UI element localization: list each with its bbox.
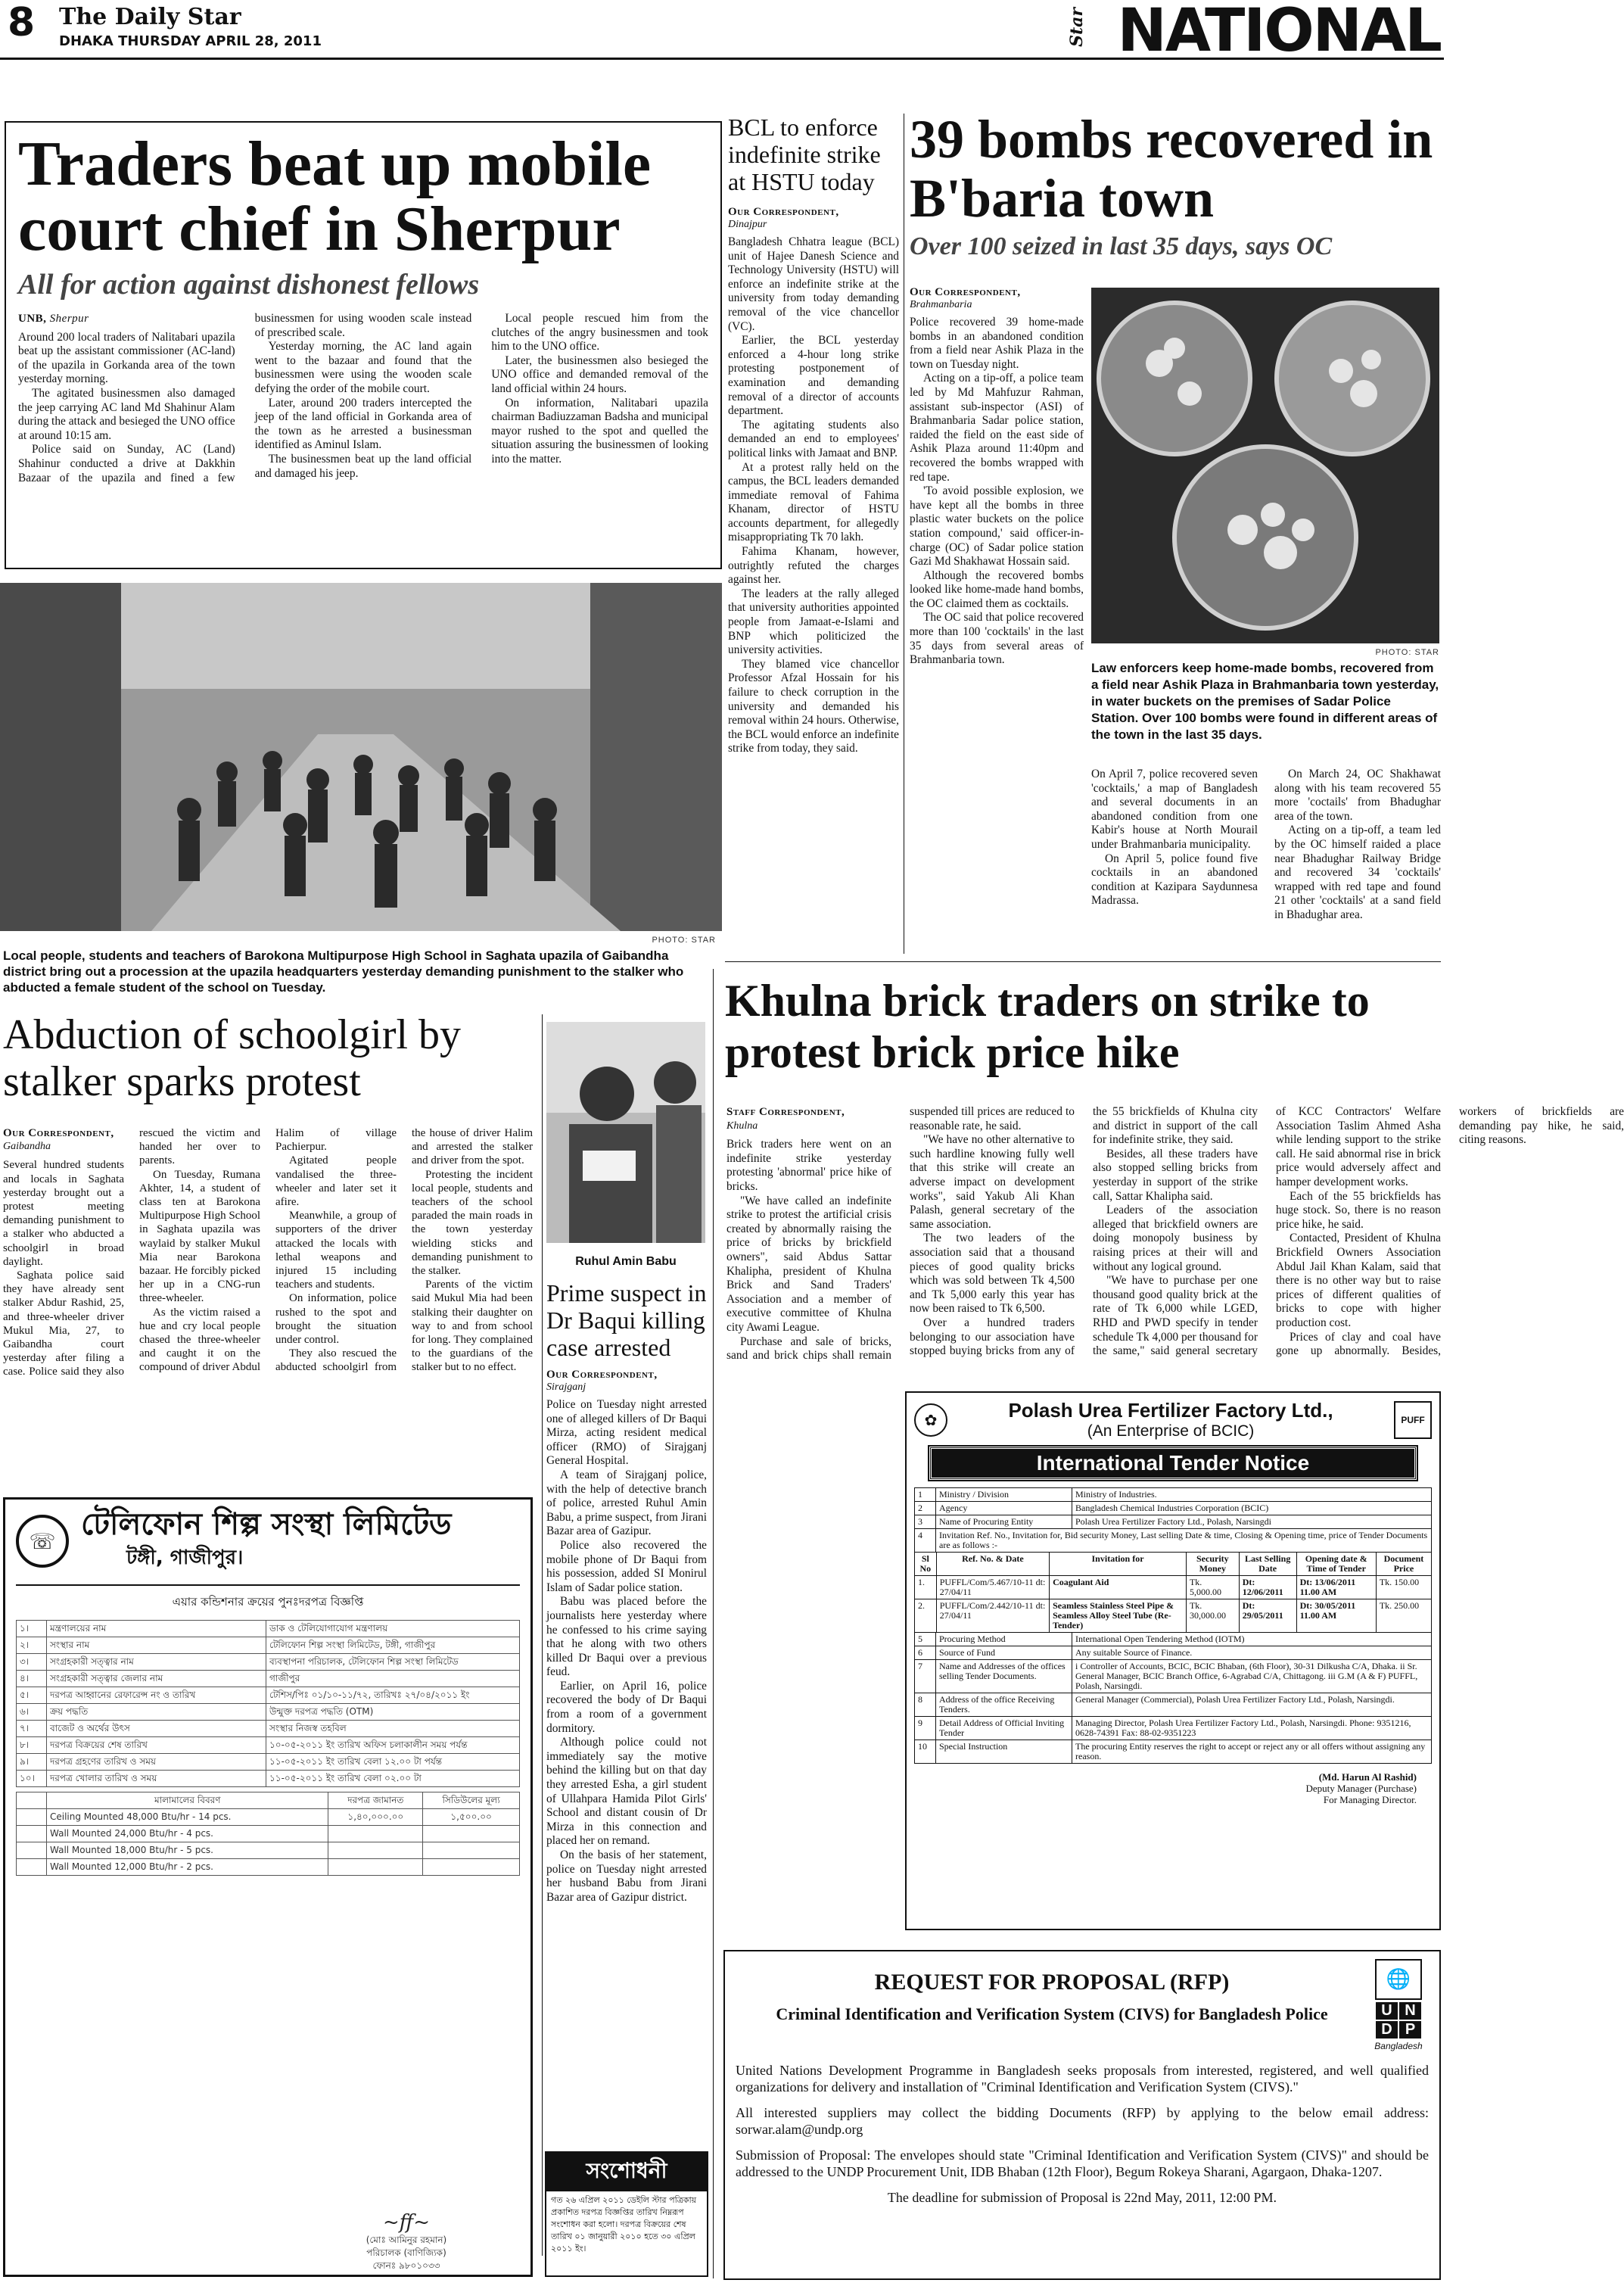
row-label: Source of Fund <box>936 1646 1072 1660</box>
photo-credit: PHOTO: STAR <box>1375 648 1439 657</box>
tender-items-table <box>914 1552 1432 1633</box>
suspect-photo <box>546 1022 705 1243</box>
row-label: Procuring Method <box>936 1633 1072 1646</box>
ad-subtitle: এয়ার কন্ডিশনার ক্রয়ের পুনঃদরপত্র বিজ্ঞপ্তি <box>172 1595 364 1609</box>
section-star-tag: Star <box>1067 8 1087 47</box>
tender-info-row <box>915 1515 1432 1529</box>
column-header: Sl No <box>915 1553 937 1576</box>
row-label: Address of the office Receiving Tenders. <box>936 1693 1072 1717</box>
rfp-paragraph: All interested suppliers may collect the bidding Documents (RFP) by applying to the below email address: sorwar.alam@undp.org <box>736 2105 1429 2137</box>
byline: UNB, <box>18 313 47 325</box>
hstu-story <box>728 114 899 954</box>
bombs-photo <box>1091 288 1439 643</box>
khulna-headline-block <box>725 975 1441 1078</box>
column-header: মালামালের বিবরণ <box>47 1792 328 1809</box>
bombs-deck: Over 100 seized in last 35 days, says OC <box>910 232 1333 260</box>
table-cell: Tk. 30,000.00 <box>1186 1599 1239 1633</box>
tender-info-row <box>915 1502 1432 1515</box>
ad-info-row <box>17 1704 520 1721</box>
row-label: দরপত্র গ্রহণের তারিখ ও সময় <box>47 1754 266 1771</box>
paragraph: Later, the businessmen also besieged the UNO office and demanded removal of the land official within 24 hours. <box>491 354 708 395</box>
byline-location: Sirajganj <box>546 1381 586 1393</box>
tender-info-row <box>915 1529 1432 1553</box>
column-header: Last Selling Date <box>1239 1553 1296 1576</box>
table-cell: Dt: 13/06/2011 11.00 AM <box>1296 1576 1376 1599</box>
column-header: Ref. No. & Date <box>936 1553 1049 1576</box>
paragraph: Parents of the victim said Mukul Mia had been stalking their daughter on way to and from school for long. They complained to the guardians of the stalker but to no effect. <box>412 1279 533 1374</box>
byline-location: Khulna <box>726 1120 758 1132</box>
column-rule <box>542 1014 543 2256</box>
ad-items-header <box>17 1792 520 1809</box>
byline-location: Dinajpur <box>728 219 767 230</box>
row-value: Ministry of Industries. <box>1072 1488 1432 1502</box>
paragraph: Babu was placed before the journalists here yesterday where he confessed to his crime saying that he along with two others killed Dr Baqui over a previous feud. <box>546 1595 707 1679</box>
tender-info-row <box>915 1693 1432 1717</box>
paragraph: Protesting the incident local people, students and teachers of the school paraded the main roads in the town yesterday wielding sticks and demanding punishment to the stalker. <box>412 1168 533 1278</box>
paragraph: Police recovered 39 home-made bombs in an abandoned condition from a field near Ashik Plaza in the town on Tuesday night. <box>910 316 1084 371</box>
table-cell: ১,৪০,০০০.০০ <box>328 1809 423 1826</box>
paragraph: Bangladesh Chhatra league (BCL) unit of Hajee Danesh Science and Technology University (HSTU) will enforce an indefinite strike at the university from today demanding removal of the vice chancellor (VC). <box>728 235 899 333</box>
row-number: 3 <box>915 1515 936 1529</box>
row-value: Managing Director, Polash Urea Fertilizer Factory Ltd., Polash, Narsingdi. Phone: 9351216, 0628-74391 Fax: 88-02-9351223 <box>1072 1717 1432 1740</box>
paragraph: Police said on Sunday, AC (Land) Shahinur conducted a drive at Dakkhin Bazaar of the upazila and fined a few businessmen for using wooden scale instead of prescribed scale. <box>18 312 472 484</box>
column-header: Document Price <box>1376 1553 1431 1576</box>
empty-cell <box>17 1826 47 1842</box>
row-number: 2 <box>915 1502 936 1515</box>
paragraph: Besides, all these traders have also stopped selling bricks from yesterday in support of the strike call, Sattar Khalipha said. <box>1093 1147 1258 1203</box>
paragraph: On March 24, OC Shakhawat along with his team recovered 55 more 'coctails' from Bhadughar area of the town. <box>1274 768 1441 823</box>
signatory-role: For Managing Director. <box>1323 1794 1417 1805</box>
paragraph: Leaders of the association alleged that brickfield owners are doing monopoly business by raising prices at their will and without any logical ground. <box>1093 1204 1258 1273</box>
table-cell <box>423 1826 520 1842</box>
telephone-logo-icon: ☏ <box>16 1515 69 1568</box>
tender-info-row <box>915 1740 1432 1764</box>
paragraph: Earlier, on April 16, police recovered the body of Dr Baqui from a room of a government dormitory. <box>546 1679 707 1735</box>
paragraph: On the basis of her statement, police on Tuesday night arrested her husband Babu from Jirani Bazar area of Gazipur district. <box>546 1849 707 1904</box>
undp-rfp-ad <box>723 1950 1441 2280</box>
row-label: Detail Address of Official Inviting Tender <box>936 1717 1072 1740</box>
sherpur-story <box>5 121 722 569</box>
undp-logo <box>1368 1959 1429 2051</box>
paragraph: On April 5, police found five cocktails in an abandoned condition at Kazipara Saydunnesa Madrassa. <box>1091 852 1258 908</box>
bombs-story <box>910 286 1084 952</box>
paragraph: Although police could not immediately say the motive behind the killing but on that day they arrested Esha, a girl student of Ullahpara Hamida Pilot Girls' School and distant cousin of Dr Mirza in this connection and placed her on remand. <box>546 1736 707 1848</box>
page-number: 8 <box>8 0 36 45</box>
table-cell: Tk. 150.00 <box>1376 1576 1431 1599</box>
paragraph: A team of Sirajganj police, with the help of detective branch of police, arrested Ruhul Amin Babu, a prime suspect, from Jirani Bazar area of Gazipur. <box>546 1468 707 1538</box>
byline: Staff Correspondent, <box>726 1106 845 1118</box>
hstu-body <box>728 235 899 756</box>
procession-image <box>0 583 722 931</box>
table-cell: Dt: 29/05/2011 <box>1239 1599 1296 1633</box>
abduction-headline[interactable]: Abduction of schoolgirl by stalker sparks protest <box>3 1011 462 1105</box>
row-value: ১০-০৫-২০১১ ইং তারিখ অফিস চলাকালীন সময় পর্যন্ত <box>266 1737 520 1754</box>
row-number: 8 <box>915 1693 936 1717</box>
ad-signature-block <box>293 2211 520 2272</box>
paragraph: The agitating students also demanded an end to employees' political links with Jamaat and BNP. <box>728 418 899 459</box>
un-emblem-icon: 🌐 <box>1375 1959 1422 2000</box>
row-label: সংগ্রহকারী সত্ত্বার নাম <box>47 1654 266 1671</box>
rfp-deadline: The deadline for submission of Proposal is 22nd May, 2011, 12:00 PM. <box>887 2190 1277 2205</box>
row-value: General Manager (Commercial), Polash Urea Fertilizer Factory Ltd., Polash, Narsingdi. <box>1072 1693 1432 1717</box>
undp-letter: U <box>1375 2001 1398 2020</box>
ad-info-row <box>17 1654 520 1671</box>
row-value: গাজীপুর <box>266 1671 520 1687</box>
signature-mark-icon: ~ff~ <box>383 2211 430 2234</box>
row-value: টেশিস/পিঃ ০১/১০-১১/৭২, তারিখঃ ২৭/০৪/২০১১ ইং <box>266 1687 520 1704</box>
row-number: ১০। <box>17 1771 47 1787</box>
paragraph: Police also recovered the mobile phone of Dr Baqui from his possession, added SI Monirul Islam of Sadar police station. <box>546 1538 707 1594</box>
row-number: ৭। <box>17 1721 47 1737</box>
row-label: সংগ্রহকারী সত্ত্বার জেলার নাম <box>47 1671 266 1687</box>
tender-item-row <box>915 1576 1432 1599</box>
tender-info-row <box>915 1660 1432 1693</box>
row-label: ক্রয় পদ্ধতি <box>47 1704 266 1721</box>
byline-location: Gaibandha <box>3 1141 51 1153</box>
byline-location: Brahmanbaria <box>910 299 972 310</box>
paragraph: Acting on a tip-off, a police team led by Md Mahfuzur Rahman, assistant sub-inspector (ASI) of Brahmanbaria Sadar police station, raided the field on the east side of Ashik Plaza around 11:40pm and recovered the bombs wrapped with red tape. <box>910 372 1084 484</box>
notice-title: International Tender Notice <box>929 1447 1417 1480</box>
dateline: DHAKA THURSDAY APRIL 28, 2011 <box>59 33 322 49</box>
row-value: International Open Tendering Method (IOTM) <box>1072 1633 1432 1646</box>
paragraph: Around 200 local traders of Nalitabari upazila beat up the assistant commissioner (AC-land) of the upazila in Gorkanda area of the town yesterday morning. <box>18 330 235 386</box>
bombs-body-col1 <box>910 316 1084 974</box>
suspect-image <box>546 1022 705 1243</box>
row-number: 7 <box>915 1660 936 1693</box>
paragraph: Earlier, the BCL yesterday enforced a 4-hour long strike protesting postponement of examination and demanding removal of a director of accounts department. <box>728 334 899 418</box>
table-cell <box>423 1842 520 1859</box>
abduction-headline-block <box>3 1011 540 1105</box>
table-cell: Dt: 12/06/2011 <box>1239 1576 1296 1599</box>
tender-signatory <box>914 1771 1432 1805</box>
tender-info-table <box>914 1487 1432 1553</box>
row-value: i Controller of Accounts, BCIC, BCIC Bhaban, (6th Floor), 30-31 Dilkusha C/A, Dhaka. ii Sr. General Manager, BCIC Branch Office, 6-Agrabad C/A, Chittagong. iii G.M (A & F) PUFFL, Polash, Narsingdi. <box>1072 1660 1432 1693</box>
undp-country: Bangladesh <box>1374 2041 1423 2051</box>
row-value: উন্মুক্ত দরপত্র পদ্ধতি (OTM) <box>266 1704 520 1721</box>
byline: Our Correspondent, <box>3 1127 114 1139</box>
table-cell: Wall Mounted 12,000 Btu/hr - 2 pcs. <box>47 1859 328 1876</box>
paragraph: Prices of clay and coal have gone up abnormally. Besides, workers of brickfields are demanding pay hike, he said, citing reasons. <box>1276 1105 1624 1358</box>
baqui-body <box>546 1398 707 1905</box>
signature-phone: ফোনঃ ৯৮০১০৩৩ <box>372 2260 440 2271</box>
table-cell: Tk. 250.00 <box>1376 1599 1431 1633</box>
byline-location: Sherpur <box>49 313 89 325</box>
row-label: বাজেট ও অর্থের উৎস <box>47 1721 266 1737</box>
table-cell <box>328 1842 423 1859</box>
row-number: ৩। <box>17 1654 47 1671</box>
table-cell: Seamless Stainless Steel Pipe & Seamless Alloy Steel Tube (Re-Tender) <box>1050 1599 1187 1633</box>
ad-info-row <box>17 1721 520 1737</box>
signature-role: পরিচালক (বাণিজ্যিক) <box>366 2247 446 2258</box>
paragraph: Local people rescued him from the clutches of the angry businessmen and took him to the UNO office. <box>491 312 708 354</box>
row-number: 10 <box>915 1740 936 1764</box>
paragraph: On Tuesday, Rumana Akhter, 14, a student of class ten at Barokona Multipurpose High School in Saghata upazila was waylaid by stalker Mukul Mia near Barokona bazaar. He forcibly picked her up in a CNG-run three-wheeler. <box>139 1168 260 1305</box>
hstu-headline[interactable]: BCL to enforce indefinite strike at HSTU today <box>728 114 881 195</box>
tender-info-row <box>915 1633 1432 1646</box>
table-cell <box>328 1859 423 1876</box>
byline: Our Correspondent, <box>546 1369 658 1381</box>
table-cell: PUFFL/Com/5.467/10-11 dt: 27/04/11 <box>936 1576 1049 1599</box>
table-cell: Wall Mounted 24,000 Btu/hr - 4 pcs. <box>47 1826 328 1842</box>
paragraph: Later, around 200 traders intercepted the jeep of the land official in Gorkanda area of the town as he arrested a businessman identified as Aminul Islam. <box>254 396 472 452</box>
table-cell <box>328 1826 423 1842</box>
ad-title: টেলিফোন শিল্প সংস্থা লিমিটেড <box>81 1507 452 1542</box>
company-name: Polash Urea Fertilizer Factory Ltd., <box>1008 1399 1333 1422</box>
table-cell: Ceiling Mounted 48,000 Btu/hr - 14 pcs. <box>47 1809 328 1826</box>
bombs-headline-block <box>910 110 1439 261</box>
column-header: Opening date & Time of Tender <box>1296 1553 1376 1576</box>
puff-logo: PUFF <box>1394 1401 1432 1439</box>
row-label: Agency <box>936 1502 1072 1515</box>
paragraph: On April 7, police recovered seven 'cocktails,' a map of Bangladesh and several documents in an abandoned condition from one Kabir's house at North Mourail under Brahmanbaria municipality. <box>1091 768 1258 851</box>
rfp-title: REQUEST FOR PROPOSAL (RFP) <box>874 1970 1230 1995</box>
correction-notice <box>545 2151 708 2277</box>
ad-info-row <box>17 1771 520 1787</box>
row-value: ১১-০৫-২০১১ ইং তারিখ বেলা ০২.০০ টা <box>266 1771 520 1787</box>
undp-letter: N <box>1398 2001 1422 2020</box>
row-value: টেলিফোন শিল্প সংস্থা লিমিটেড, টঙ্গী, গাজীপুর <box>266 1637 520 1654</box>
row-number: ৬। <box>17 1704 47 1721</box>
row-number: ৪। <box>17 1671 47 1687</box>
ad-info-row <box>17 1687 520 1704</box>
paragraph: Agitated people vandalised the three-wheeler and later set it afire. <box>275 1154 397 1209</box>
ad-info-row <box>17 1637 520 1654</box>
row-label: Name of Procuring Entity <box>936 1515 1072 1529</box>
procession-photo <box>0 583 722 931</box>
tender-item-row <box>915 1599 1432 1633</box>
correction-text: গত ২৬ এপ্রিল ২০১১ ডেইলি স্টার পত্রিকায় প্রকাশিত দরপত্র বিজ্ঞপ্তির তারিখ নিম্নরূপ সংশোধন করা হলো। দরপত্র বিক্রয়ের শেষ তারিখ ০১ জানুয়ারী ২০১০ হতে ৩০ এপ্রিল ২০১১ ইং। <box>551 2195 697 2253</box>
table-cell: ১,৫০০.০০ <box>423 1809 520 1826</box>
paper-name: The Daily Star <box>59 4 241 30</box>
empty-cell <box>17 1842 47 1859</box>
paragraph: Contacted, President of Khulna Brickfield Owners Association Abdul Jail Khan Kalam, said that there is no other way but to raise prices of different qualities of bricks to cope with higher production cost. <box>1276 1232 1441 1329</box>
row-label: দরপত্র বিক্রয়ের শেষ তারিখ <box>47 1737 266 1754</box>
table-cell: Dt: 30/05/2011 11.00 AM <box>1296 1599 1376 1633</box>
column-header: Security Money <box>1186 1553 1239 1576</box>
paragraph: "We have no other alternative to such hardline knowing fully well that this strike will create an adverse impact on development works", said Yakub Ali Khan Palash, general secretary of the same association. <box>910 1133 1075 1231</box>
paragraph: The businessmen beat up the land official and damaged his jeep. <box>254 452 472 480</box>
paragraph: "We have called an indefinite strike to protest the artificial crisis created by abnormally raising the price of bricks by brickfield owners", said Abdus Sattar Khalipha, president of Khulna Brick and Sand Traders' Association and a member of executive committee of Khulna city Awami League. <box>726 1194 891 1334</box>
telephone-tender-ad <box>3 1497 533 2277</box>
signature-name: (মোঃ আমিনুর রহমান) <box>366 2235 447 2245</box>
row-label: Invitation Ref. No., Invitation for, Bid security Money, Last selling Date & time, Closing & Opening time, price of Tender Documents are as follows :- <box>936 1529 1432 1553</box>
column-header: Invitation for <box>1050 1553 1187 1576</box>
paragraph: Saghata police said they have already sent stalker Abdur Rashid, 25, and three-wheeler driver Mukul Mia, 27, to Gaibandha court yesterday after filing a case. Police said they also rescued the victim and handed her over to parents. <box>3 1127 260 1378</box>
abduction-body <box>3 1126 533 1484</box>
ad-location: টঙ্গী, গাজীপুর। <box>126 1546 244 1569</box>
row-label: দরপত্র আহ্বানের রেফারেন্স নং ও তারিখ <box>47 1687 266 1704</box>
paragraph: Each of the 55 brickfields has huge stock. So, there is no reason price hike, he said. <box>1276 1189 1441 1231</box>
table-cell: 2. <box>915 1599 937 1633</box>
byline: Our Correspondent, <box>728 206 839 218</box>
paragraph: The leaders at the rally alleged that university authorities appointed people from Jamaat-e-Islami and BNP which politicized the university activities. <box>728 587 899 657</box>
row-number: ৮। <box>17 1737 47 1754</box>
undp-letter: P <box>1398 2020 1422 2039</box>
column-header: দরপত্র জামানত <box>328 1792 423 1809</box>
row-value: ব্যবস্থাপনা পরিচালক, টেলিফোন শিল্প সংস্থা লিমিটেড <box>266 1654 520 1671</box>
row-label: Special Instruction <box>936 1740 1072 1764</box>
khulna-body <box>726 1105 1624 1370</box>
ad-item-row <box>17 1859 520 1876</box>
ad-items-table <box>16 1792 520 1876</box>
tender-info-row <box>915 1488 1432 1502</box>
ad-info-row <box>17 1671 520 1687</box>
ad-item-row <box>17 1842 520 1859</box>
row-value: Polash Urea Fertilizer Factory Ltd., Polash, Narsingdi <box>1072 1515 1432 1529</box>
undp-letter: D <box>1375 2020 1398 2039</box>
column-header: সিডিউলের মূল্য <box>423 1792 520 1809</box>
paragraph: Fahima Khanam, however, outrightly refuted the charges against her. <box>728 545 899 587</box>
polash-tender-ad <box>905 1391 1441 1930</box>
table-cell: Tk. 5,000.00 <box>1186 1576 1239 1599</box>
paragraph: The two leaders of the association said that a thousand pieces of good quality bricks which was sold between Tk 4,500 and Tk 5,000 early this year has now been raised to Tk 6,500. <box>910 1232 1075 1316</box>
signatory-name: (Md. Harun Al Rashid) <box>1318 1771 1417 1783</box>
table-cell: Coagulant Aid <box>1050 1576 1187 1599</box>
bombs-caption: Law enforcers keep home-made bombs, recovered from a field near Ashik Plaza in Brahmanbaria town yesterday, in water buckets on the premises of Sadar Police Station. Over 100 bombs were found in different areas of the town in the last 35 days. <box>1091 661 1439 742</box>
paragraph: They blamed vice chancellor Professor Afzal Hossain for his failure to check corruption in the university and demanded his removal within 24 hours. Otherwise, the BCL would enforce an indefinite strike from today, they said. <box>728 657 899 755</box>
table-cell: 1. <box>915 1576 937 1599</box>
ad-info-row <box>17 1754 520 1771</box>
paragraph: At a protest rally held on the campus, the BCL leaders demanded immediate removal of Fahima Khanam, director of HSTU accounts department, for allegedly misappropriating Tk 70 lakh. <box>728 460 899 544</box>
sherpur-headline[interactable]: Traders beat up mobile court chief in Sherpur <box>18 129 652 264</box>
byline: Our Correspondent, <box>910 286 1021 298</box>
paragraph: Yesterday morning, the AC land again went to the bazaar and found that the businessmen were using the wooden scale defying the order of the mobile court. <box>254 340 472 395</box>
empty-cell <box>17 1809 47 1826</box>
row-value: The procuring Entity reserves the right to accept or reject any or all offers without assigning any reason. <box>1072 1740 1432 1764</box>
ad-item-row <box>17 1826 520 1842</box>
column-rule <box>713 969 714 2278</box>
paragraph: The OC said that police recovered more than 100 'cocktails' in the last 35 days from several areas of Brahmanbaria town. <box>910 611 1084 667</box>
row-number: 4 <box>915 1529 936 1553</box>
paragraph: They also rescued the abducted schoolgirl from the house of driver Halim and arrested the stalker and driver from the spot. <box>275 1127 533 1374</box>
masthead-rule <box>0 58 1444 60</box>
paragraph: Acting on a tip-off, a team led by the OC himself raided a place near Bhadughar Railway Bridge and recovered 34 'cocktails' wrapped with red tape and found 21 other 'cocktails' at a sand field in Bhadughar area. <box>1274 824 1441 921</box>
table-cell <box>423 1859 520 1876</box>
ad-info-row <box>17 1737 520 1754</box>
baqui-story <box>546 1279 707 2082</box>
ad-item-row <box>17 1809 520 1826</box>
table-cell: Wall Mounted 18,000 Btu/hr - 5 pcs. <box>47 1842 328 1859</box>
row-value: Bangladesh Chemical Industries Corporation (BCIC) <box>1072 1502 1432 1515</box>
paragraph: On information, Nalitabari upazila chairman Badiuzzaman Badsha and municipal mayor rushed to the spot and quelled the situation assuring the businessmen of looking into the matter. <box>491 396 708 466</box>
paragraph: The agitated businessmen also damaged the jeep carrying AC land Md Shahinur Alam during the attack and besieged the UNO office at around 10:15 am. <box>18 386 235 442</box>
row-value: সংস্থার নিজস্ব তহবিল <box>266 1721 520 1737</box>
row-value: Any suitable Source of Finance. <box>1072 1646 1432 1660</box>
empty-cell <box>17 1859 47 1876</box>
row-value: ১১-০৫-২০১১ ইং তারিখ বেলা ১২.০০ টা পর্যন্ত <box>266 1754 520 1771</box>
tender-info-row <box>915 1646 1432 1660</box>
rfp-paragraph: United Nations Development Programme in Bangladesh seeks proposals from interested, registered, and well qualified organizations for delivery and installation of "Criminal Identification and Verification System (CIVS)." <box>736 2063 1429 2095</box>
correction-title: সংশোধনী <box>546 2153 707 2191</box>
paragraph: Meanwhile, a group of supporters of the driver attacked the locals with lethal weapons and injured 15 including teachers and students. <box>275 1210 397 1291</box>
paragraph: Although the recovered bombs looked like home-made hand bombs, the OC claimed them as cocktails. <box>910 568 1084 610</box>
section-title: NATIONAL <box>1117 0 1441 65</box>
paragraph: Over a hundred traders belonging to our association have stopped buying bricks from any of the 55 brickfields of Khulna city and district in support of the call for indefinite strike, they said. <box>910 1105 1258 1358</box>
paragraph: Purchase and sale of bricks, sand and brick chips shall remain suspended till prices are reduced to reasonable rate, he said. <box>726 1105 1075 1363</box>
row-number: 1 <box>915 1488 936 1502</box>
bombs-headline[interactable]: 39 bombs recovered in B'baria town <box>910 109 1433 229</box>
row-label: দরপত্র খোলার তারিখ ও সময় <box>47 1771 266 1787</box>
row-value: ডাক ও টেলিযোগাযোগ মন্ত্রণালয় <box>266 1621 520 1637</box>
tender-items-header <box>915 1553 1432 1576</box>
bombs-image <box>1091 288 1439 643</box>
rfp-paragraph: Submission of Proposal: The envelopes should state "Criminal Identification and Verification System (CIVS)" and should be addressed to the UNDP Procurement Unit, IDB Bhaban (12th Floor), Begum Rokeya Sharani, Agargaon, Dhaka-1207. <box>736 2148 1429 2179</box>
row-number: 5 <box>915 1633 936 1646</box>
section-rule <box>725 961 1441 962</box>
table-cell: PUFFL/Com/2.442/10-11 dt: 27/04/11 <box>936 1599 1049 1633</box>
suspect-photo-name: Ruhul Amin Babu <box>575 1255 677 1268</box>
signatory-role: Deputy Manager (Purchase) <box>1305 1783 1417 1794</box>
photo-credit: PHOTO: STAR <box>652 936 716 945</box>
sherpur-body <box>18 312 708 547</box>
row-number: ৫। <box>17 1687 47 1704</box>
sherpur-deck: All for action against dishonest fellows <box>18 269 480 301</box>
ad-info-table <box>16 1620 520 1787</box>
row-label: Ministry / Division <box>936 1488 1072 1502</box>
baqui-headline[interactable]: Prime suspect in Dr Baqui killing case arrested <box>546 1279 707 1361</box>
paragraph: On information, police rushed to the spot and brought the situation under control. <box>275 1292 397 1347</box>
empty-cell <box>17 1792 47 1809</box>
khulna-headline[interactable]: Khulna brick traders on strike to protest brick price hike <box>725 976 1370 1077</box>
paragraph: As the victim raised a hue and cry local people chased the three-wheeler and caught it on the compound of driver Abdul Halim of village Pachierpur. <box>139 1127 397 1374</box>
row-number: ১। <box>17 1621 47 1637</box>
tender-details-table <box>914 1632 1432 1764</box>
paragraph: Police on Tuesday night arrested one of alleged killers of Dr Baqui Mirza, acting resident medical officer (RMO) of Sirajganj General Hospital. <box>546 1398 707 1468</box>
row-number: 9 <box>915 1717 936 1740</box>
row-number: ২। <box>17 1637 47 1654</box>
paragraph: "We have to purchase per one thousand good quality brick at the rate of Tk 6,000 while LGED, RHD and PWD specify in tender schedule Tk 4,000 per thousand for the same," said general secretary of KCC Contractors' Welfare Association Taslim Ahmed Asha while lending support to the strike call. He said abnormal rise in brick price would adversely affect and hamper development works. <box>1093 1105 1441 1358</box>
bombs-body-col2 <box>1091 768 1441 954</box>
tender-info-row <box>915 1717 1432 1740</box>
row-number: 6 <box>915 1646 936 1660</box>
bcic-logo-icon: ✿ <box>914 1403 947 1437</box>
row-label: মন্ত্রণালয়ের নাম <box>47 1621 266 1637</box>
rfp-subtitle: Criminal Identification and Verification System (CIVS) for Bangladesh Police <box>776 2004 1328 2023</box>
paragraph: 'To avoid possible explosion, we have kept all the bombs in three plastic water buckets on the police station compound,' said officer-in-charge (OC) of Sadar police station Gazi Md Shakhawat Hossain said. <box>910 484 1084 568</box>
paragraph: Brick traders here went on an indefinite strike yesterday protesting 'abnormal' price hike of bricks. <box>726 1138 891 1193</box>
row-label: সংস্থার নাম <box>47 1637 266 1654</box>
procession-caption: Local people, students and teachers of Barokona Multipurpose High School in Saghata upazila of Gaibandha district bring out a procession at the upazila headquarters yesterday demanding punishment to the stalker who abducted a female student of the school on Tuesday. <box>3 948 684 995</box>
ad-info-row <box>17 1621 520 1637</box>
paragraph: Several hundred students and locals in Saghata yesterday brought out a protest meeting demanding punishment to a stalker who abducted a schoolgirl in broad daylight. <box>3 1159 124 1268</box>
row-number: ৯। <box>17 1754 47 1771</box>
company-enterprise: (An Enterprise of BCIC) <box>1087 1422 1255 1440</box>
row-label: Name and Addresses of the offices selling Tender Documents. <box>936 1660 1072 1693</box>
